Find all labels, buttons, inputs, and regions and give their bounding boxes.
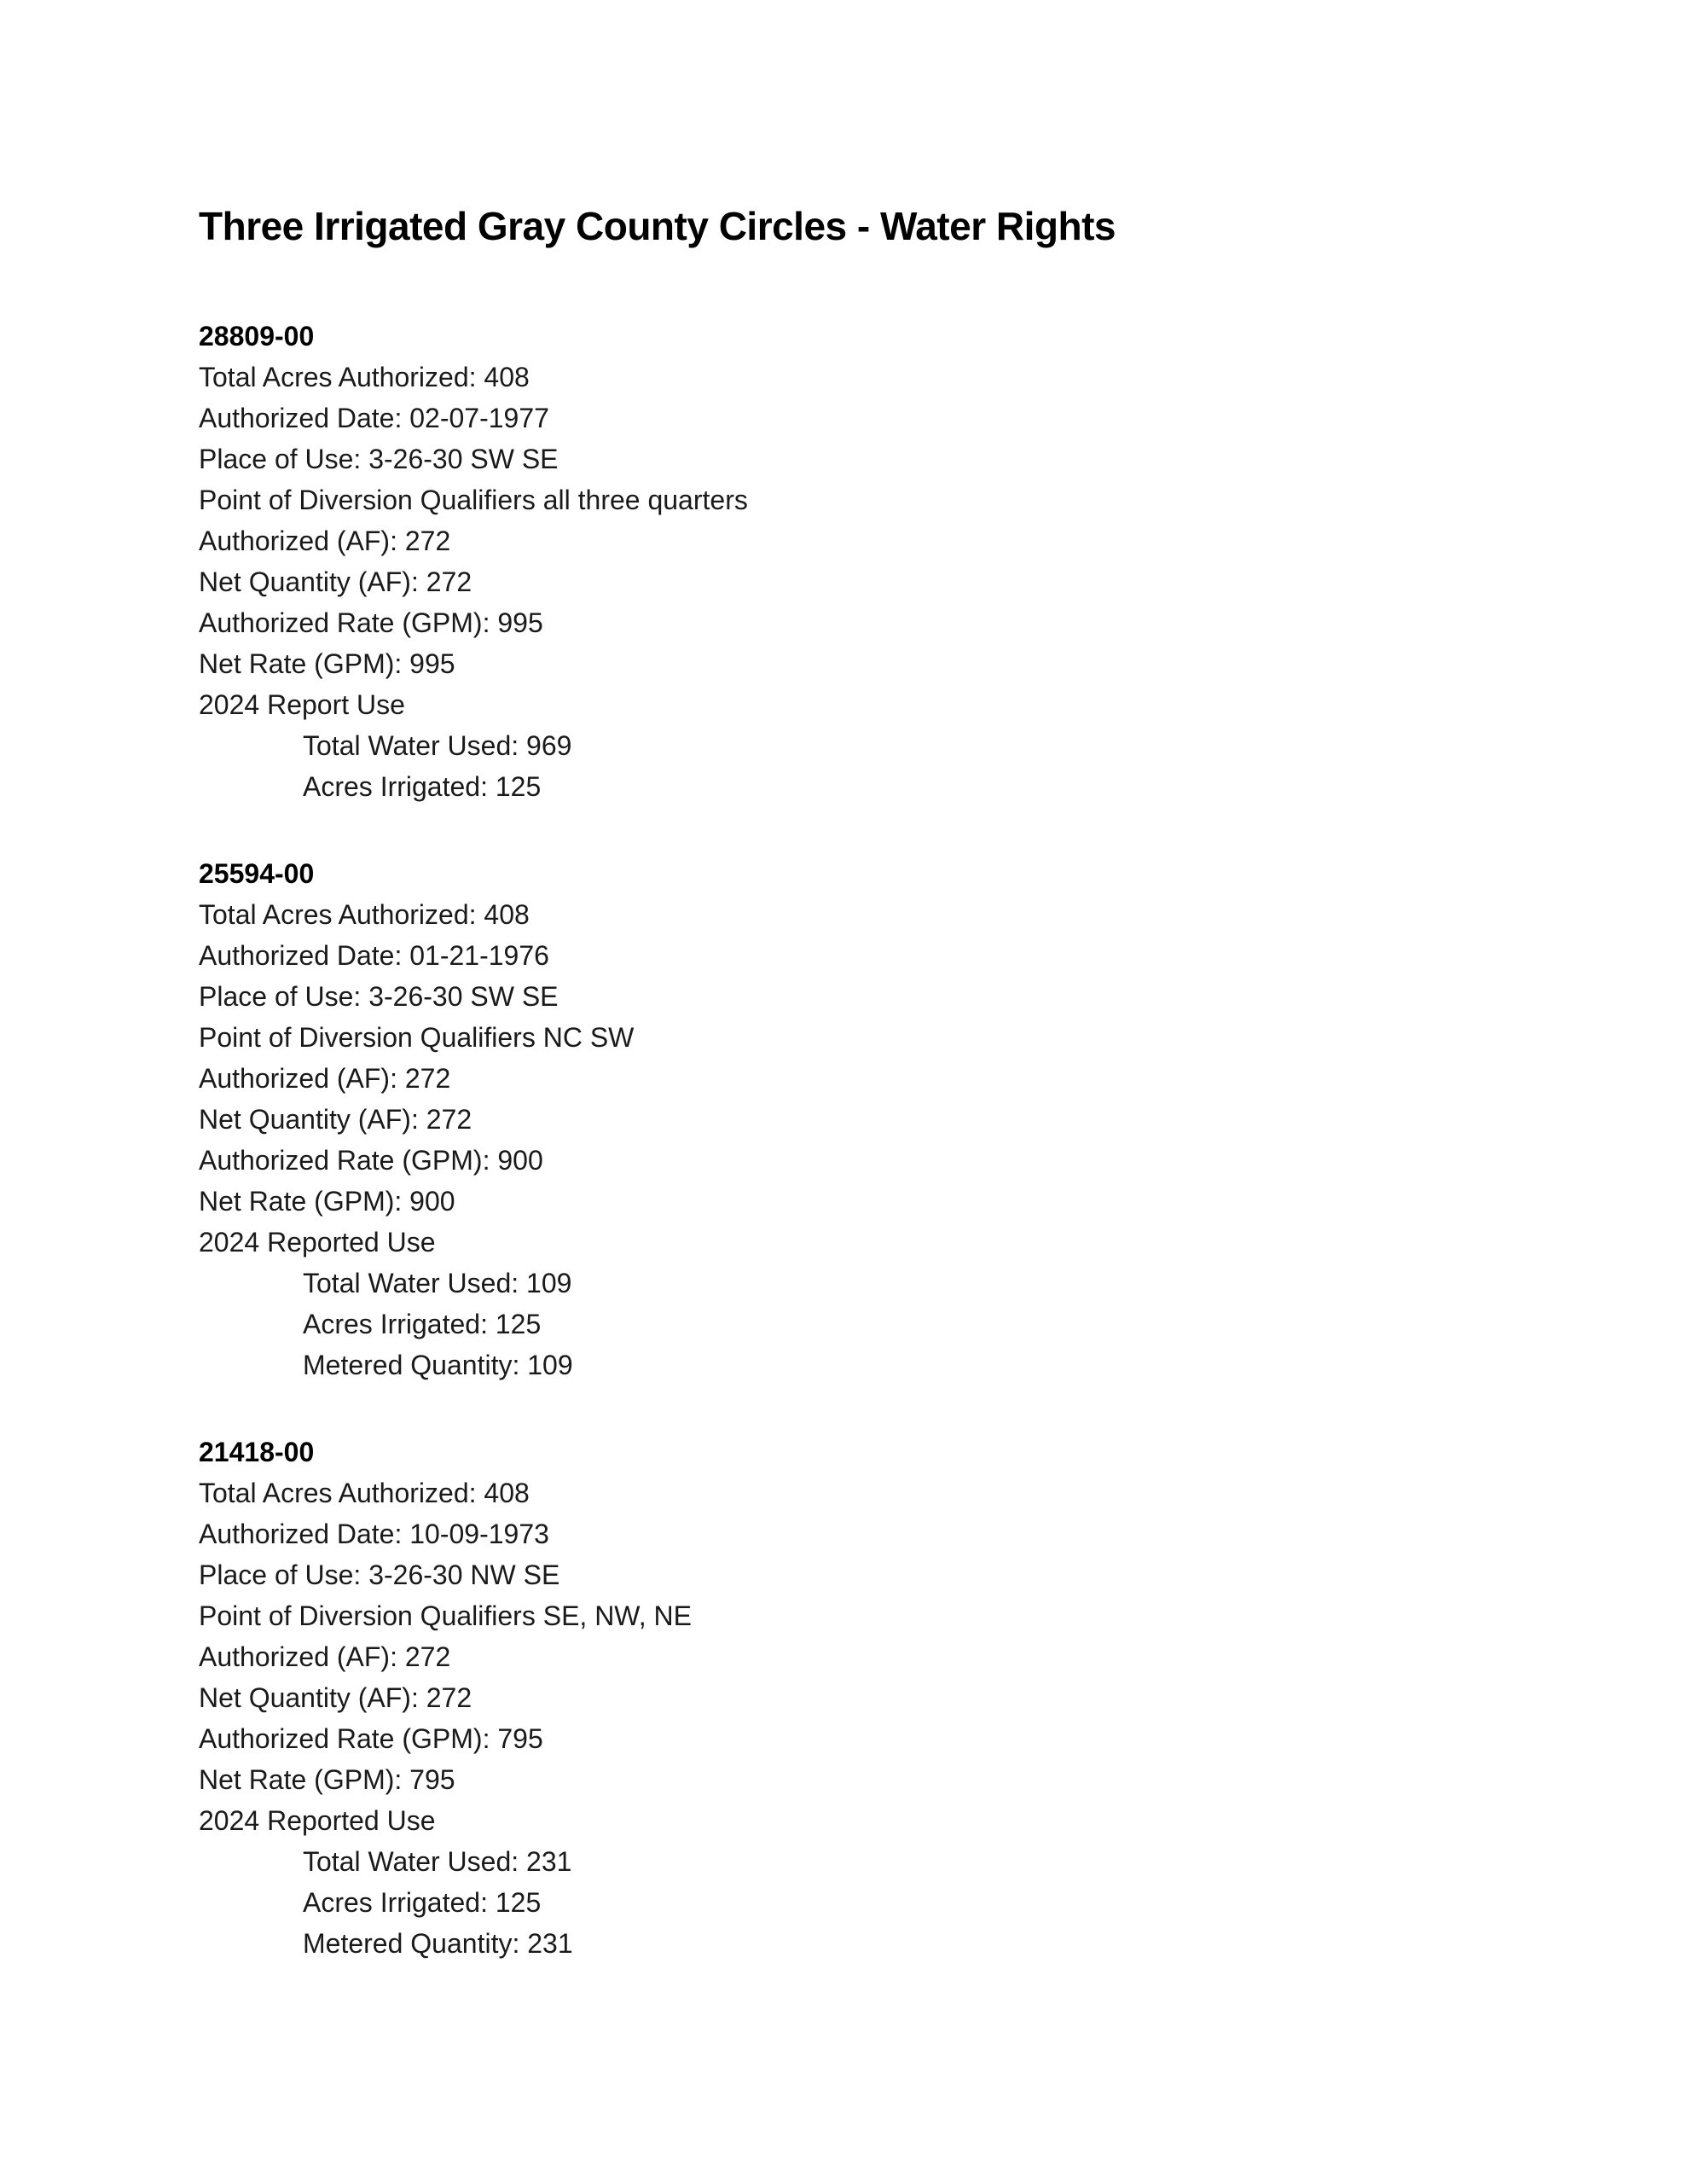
field-acres-irrigated: Acres Irrigated: 125: [303, 1887, 542, 1918]
field-authorized-date: Authorized Date: 01-21-1976: [199, 940, 549, 971]
water-right-id: 25594-00: [199, 858, 315, 889]
field-net-rate-gpm: Net Rate (GPM): 995: [199, 648, 455, 679]
field-point-of-diversion-qualifiers: Point of Diversion Qualifiers NC SW: [199, 1022, 635, 1053]
field-metered-quantity: Metered Quantity: 109: [303, 1350, 573, 1380]
water-right-id: 21418-00: [199, 1437, 315, 1467]
field-total-water-used: Total Water Used: 231: [303, 1846, 572, 1877]
field-reported-use-heading: 2024 Reported Use: [199, 1227, 436, 1258]
field-authorized-date: Authorized Date: 10-09-1973: [199, 1519, 549, 1549]
field-authorized-rate-gpm: Authorized Rate (GPM): 900: [199, 1145, 543, 1176]
field-net-quantity-af: Net Quantity (AF): 272: [199, 1682, 472, 1713]
field-authorized-af: Authorized (AF): 272: [199, 1063, 451, 1094]
water-right-section: [199, 1432, 1533, 1964]
field-place-of-use: Place of Use: 3-26-30 SW SE: [199, 444, 559, 474]
field-point-of-diversion-qualifiers: Point of Diversion Qualifiers all three quarters: [199, 485, 748, 515]
field-net-quantity-af: Net Quantity (AF): 272: [199, 566, 472, 597]
field-place-of-use: Place of Use: 3-26-30 NW SE: [199, 1560, 560, 1590]
field-total-acres-authorized: Total Acres Authorized: 408: [199, 362, 530, 392]
water-right-section: [199, 316, 1533, 807]
field-net-rate-gpm: Net Rate (GPM): 900: [199, 1186, 455, 1217]
field-acres-irrigated: Acres Irrigated: 125: [303, 1309, 542, 1339]
field-total-water-used: Total Water Used: 109: [303, 1268, 572, 1298]
field-point-of-diversion-qualifiers: Point of Diversion Qualifiers SE, NW, NE: [199, 1600, 692, 1631]
field-net-quantity-af: Net Quantity (AF): 272: [199, 1104, 472, 1135]
field-report-use-heading: 2024 Report Use: [199, 689, 405, 720]
page-title: Three Irrigated Gray County Circles - Water Rights: [199, 204, 1116, 248]
field-authorized-date: Authorized Date: 02-07-1977: [199, 403, 549, 433]
field-authorized-rate-gpm: Authorized Rate (GPM): 795: [199, 1723, 543, 1754]
water-right-section: [199, 853, 1533, 1385]
water-right-id: 28809-00: [199, 321, 315, 351]
field-acres-irrigated: Acres Irrigated: 125: [303, 771, 542, 802]
field-total-acres-authorized: Total Acres Authorized: 408: [199, 1478, 530, 1508]
field-authorized-af: Authorized (AF): 272: [199, 1641, 451, 1672]
field-place-of-use: Place of Use: 3-26-30 SW SE: [199, 981, 559, 1012]
field-net-rate-gpm: Net Rate (GPM): 795: [199, 1764, 455, 1795]
field-authorized-rate-gpm: Authorized Rate (GPM): 995: [199, 607, 543, 638]
field-reported-use-heading: 2024 Reported Use: [199, 1805, 436, 1836]
field-metered-quantity: Metered Quantity: 231: [303, 1928, 573, 1959]
field-authorized-af: Authorized (AF): 272: [199, 526, 451, 556]
field-total-water-used: Total Water Used: 969: [303, 730, 572, 761]
field-total-acres-authorized: Total Acres Authorized: 408: [199, 899, 530, 930]
